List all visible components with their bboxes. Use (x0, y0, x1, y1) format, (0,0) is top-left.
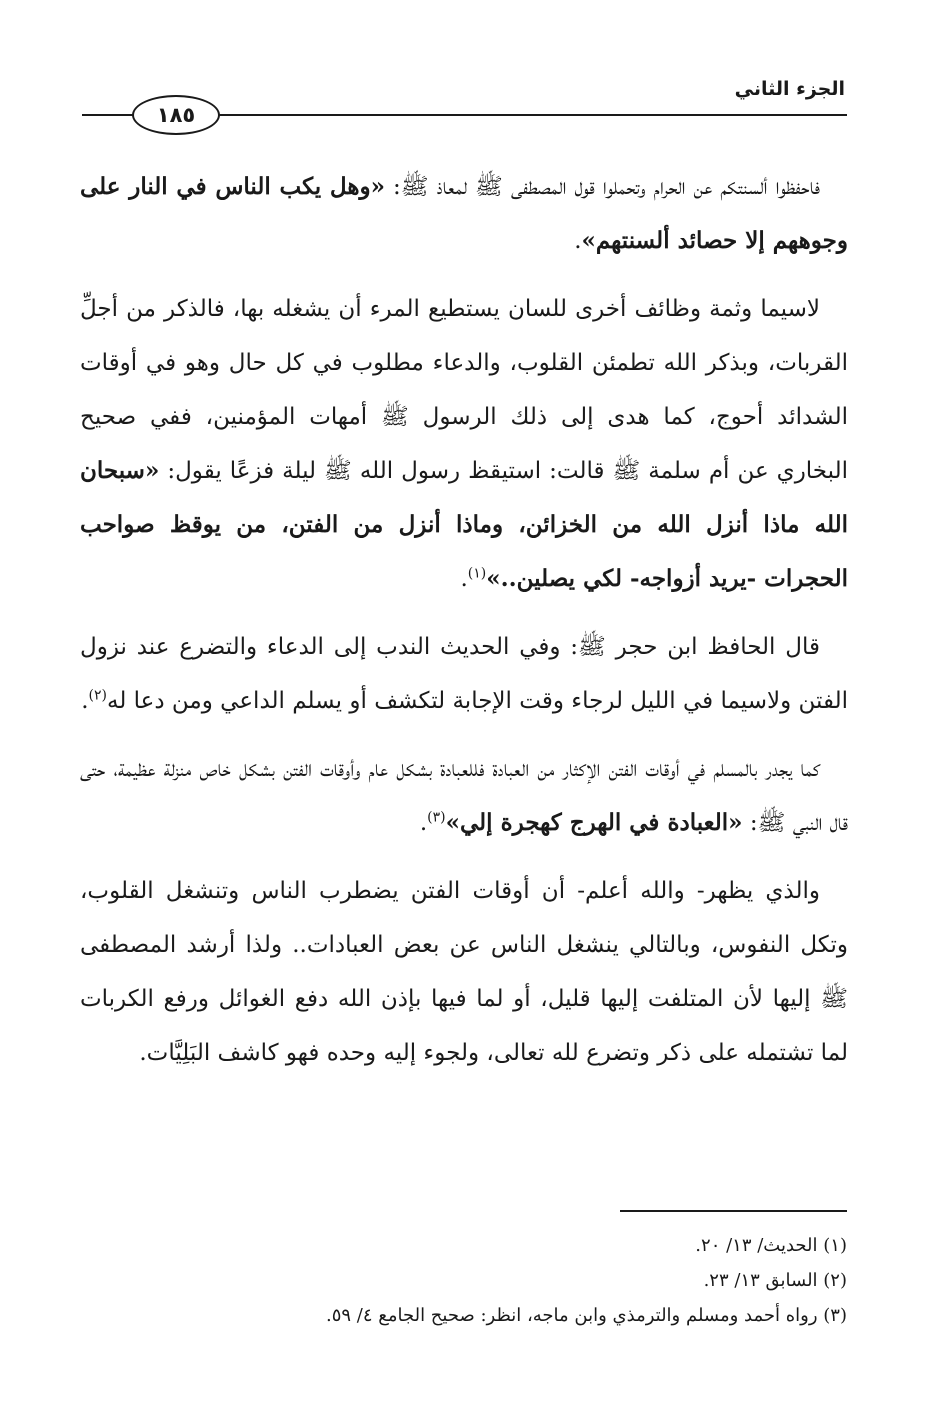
footnote-ref-3[interactable]: (٣) (427, 809, 446, 826)
paragraph-5 (80, 864, 848, 1080)
paragraph-4-end: . (419, 810, 428, 836)
footnote-separator (620, 1210, 847, 1212)
paragraph-2 (80, 282, 848, 606)
footnote-3: (٣) رواه أحمد ومسلم والترمذي وابن ماجه، انظر: صحيح الجامع ٤/ ٥٩. (326, 1305, 847, 1326)
paragraph-4-text: كما يجدر بالمسلم في أوقات الفتن الإكثار من العبادة فللعبادة بشكل عام وأوقات الفتن بشكل خاص منزلة عظيمة، حتى قال النبي ﷺ: (80, 756, 848, 836)
main-text (80, 160, 848, 1094)
footnote-ref-1[interactable]: (١) (467, 565, 487, 582)
paragraph-3-end: . (81, 688, 89, 714)
paragraph-5-text: والذي يظهر- والله أعلم- أن أوقات الفتن يضطرب الناس وتنشغل القلوب، وتكل النفوس، وبالتالي ينشغل الناس عن بعض العبادات.. ولذا أرشد المصطفى ﷺ إليها لأن المتلفت إليها قليل، أو لما فيها بإذن الله دفع الغوائل ورفع الكربات لما تشتمله على ذكر وتضرع لله تعالى، ولجوء إليه وحده فهو كاشف البَلِيَّات. (80, 878, 848, 1066)
footnote-2: (٢) السابق ١٣/ ٢٣. (703, 1270, 847, 1291)
paragraph-1 (80, 160, 848, 268)
paragraph-1-text: فاحفظوا ألسنتكم عن الحرام وتحملوا قول المصطفى ﷺ لمعاذ ﷺ: (384, 174, 820, 200)
paragraph-3 (80, 620, 848, 728)
hadith-quote-2: «سبحان الله ماذا أنزل الله من الخزائن، وماذا أنزل من الفتن، من يوقظ صواحب الحجرات -يريد أزواجه- لكي يصلين..» (80, 457, 848, 592)
paragraph-4 (80, 742, 848, 850)
running-header-title: الجزء الثاني (734, 78, 845, 100)
footnotes (147, 1228, 847, 1333)
footnote-ref-2[interactable]: (٢) (88, 687, 107, 704)
hadith-quote-1: «وهل يكب الناس في النار على وجوههم إلا حصائد ألسنتهم» (80, 173, 848, 254)
paragraph-1-end: . (574, 228, 582, 254)
paragraph-3-text: قال الحافظ ابن حجر ﷺ: وفي الحديث الندب إلى الدعاء والتضرع عند نزول الفتن ولاسيما في الليل لرجاء وقت الإجابة لتكشف أو يسلم الداعي ومن دعا له (80, 634, 848, 714)
footnote-1: (١) الحديث/ ١٣/ ٢٠. (695, 1235, 847, 1256)
page-number-badge: ١٨٥ (132, 95, 220, 135)
paragraph-2-text: لاسيما وثمة وظائف أخرى للسان يستطيع المرء أن يشغله بها، فالذكر من أجلِّ القربات، وبذكر الله تطمئن القلوب، والدعاء مطلوب في كل حال وهو في أوقات الشدائد أحوج، كما هدى إلى ذلك الرسول ﷺ أمهات المؤمنين، ففي صحيح البخاري عن أم سلمة ﷺ قالت: استيقظ رسول الله ﷺ ليلة فزعًا يقول: (80, 296, 848, 484)
paragraph-2-end: . (460, 566, 468, 592)
hadith-quote-3: «العبادة في الهرج كهجرة إلي» (445, 809, 743, 836)
